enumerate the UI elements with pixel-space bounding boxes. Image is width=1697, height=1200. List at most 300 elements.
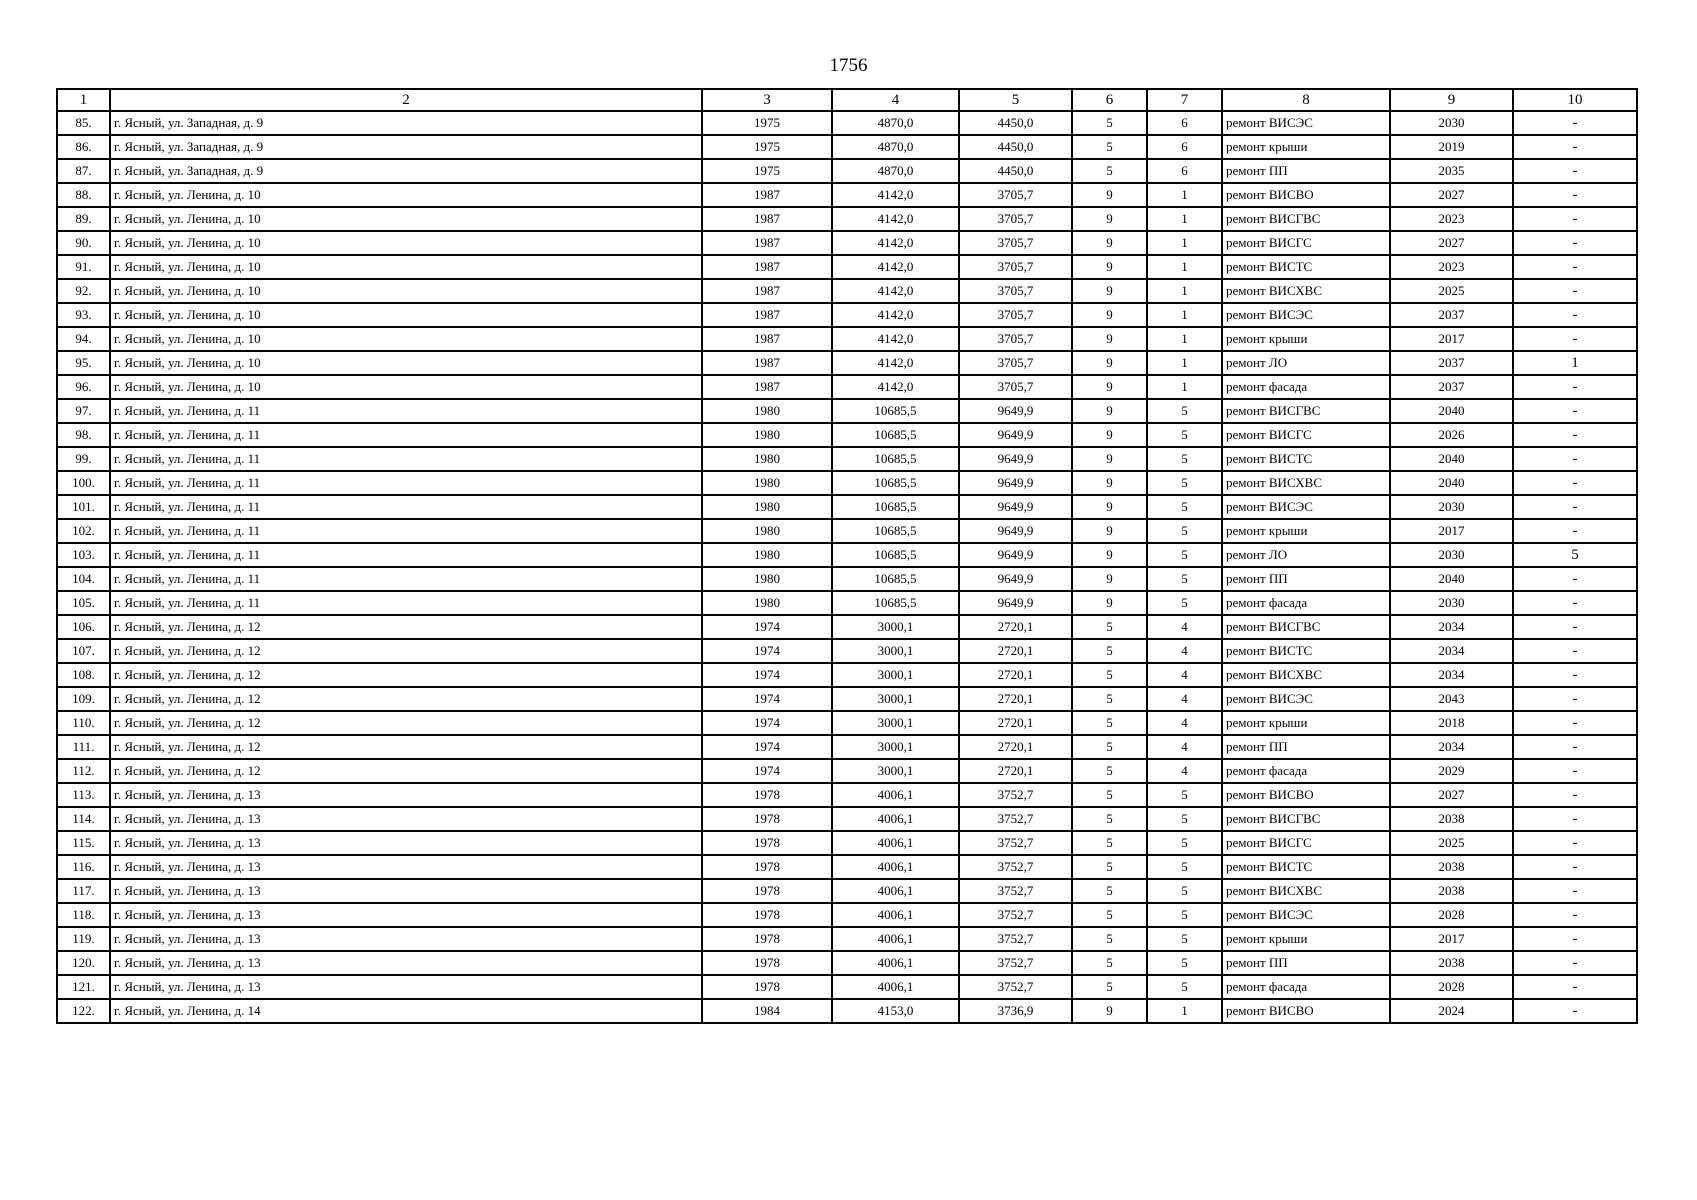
- address-cell: г. Ясный, ул. Ленина, д. 13: [110, 975, 702, 999]
- row-number-cell: 96.: [57, 375, 110, 399]
- work-type-cell: ремонт ПП: [1222, 951, 1390, 975]
- entrances-cell: 5: [1147, 567, 1222, 591]
- column-10-cell: -: [1513, 591, 1637, 615]
- planned-year-cell: 2034: [1390, 663, 1513, 687]
- year-built-cell: 1980: [702, 591, 832, 615]
- total-area-cell: 4006,1: [832, 951, 959, 975]
- address-cell: г. Ясный, ул. Ленина, д. 10: [110, 351, 702, 375]
- entrances-cell: 5: [1147, 399, 1222, 423]
- planned-year-cell: 2018: [1390, 711, 1513, 735]
- entrances-cell: 5: [1147, 975, 1222, 999]
- planned-year-cell: 2038: [1390, 951, 1513, 975]
- table-row: [57, 903, 1637, 927]
- address-cell: г. Ясный, ул. Ленина, д. 12: [110, 639, 702, 663]
- living-area-cell: 2720,1: [959, 615, 1072, 639]
- table-row: [57, 639, 1637, 663]
- address-cell: г. Ясный, ул. Ленина, д. 11: [110, 591, 702, 615]
- work-type-cell: ремонт ВИСГВС: [1222, 807, 1390, 831]
- year-built-cell: 1974: [702, 735, 832, 759]
- row-number-cell: 106.: [57, 615, 110, 639]
- entrances-cell: 5: [1147, 831, 1222, 855]
- planned-year-cell: 2038: [1390, 855, 1513, 879]
- living-area-cell: 3752,7: [959, 831, 1072, 855]
- entrances-cell: 1: [1147, 351, 1222, 375]
- row-number-cell: 121.: [57, 975, 110, 999]
- year-built-cell: 1974: [702, 639, 832, 663]
- table-row: [57, 879, 1637, 903]
- year-built-cell: 1975: [702, 159, 832, 183]
- floors-cell: 9: [1072, 375, 1147, 399]
- living-area-cell: 9649,9: [959, 495, 1072, 519]
- total-area-cell: 10685,5: [832, 423, 959, 447]
- floors-cell: 5: [1072, 663, 1147, 687]
- column-header: 7: [1147, 89, 1222, 111]
- row-number-cell: 107.: [57, 639, 110, 663]
- floors-cell: 5: [1072, 111, 1147, 135]
- row-number-cell: 103.: [57, 543, 110, 567]
- entrances-cell: 5: [1147, 447, 1222, 471]
- total-area-cell: 3000,1: [832, 639, 959, 663]
- column-10-cell: -: [1513, 711, 1637, 735]
- row-number-cell: 111.: [57, 735, 110, 759]
- row-number-cell: 95.: [57, 351, 110, 375]
- column-10-cell: -: [1513, 207, 1637, 231]
- table-row: [57, 375, 1637, 399]
- table-row: [57, 615, 1637, 639]
- year-built-cell: 1980: [702, 399, 832, 423]
- column-10-cell: -: [1513, 327, 1637, 351]
- work-type-cell: ремонт ПП: [1222, 567, 1390, 591]
- table-row: [57, 111, 1637, 135]
- entrances-cell: 4: [1147, 639, 1222, 663]
- planned-year-cell: 2023: [1390, 207, 1513, 231]
- year-built-cell: 1974: [702, 687, 832, 711]
- entrances-cell: 5: [1147, 927, 1222, 951]
- table-row: [57, 759, 1637, 783]
- table-row: [57, 159, 1637, 183]
- work-type-cell: ремонт ВИСГВС: [1222, 615, 1390, 639]
- address-cell: г. Ясный, ул. Ленина, д. 11: [110, 543, 702, 567]
- table-row: [57, 927, 1637, 951]
- work-type-cell: ремонт ВИСВО: [1222, 183, 1390, 207]
- entrances-cell: 4: [1147, 711, 1222, 735]
- total-area-cell: 4006,1: [832, 855, 959, 879]
- living-area-cell: 2720,1: [959, 735, 1072, 759]
- planned-year-cell: 2030: [1390, 495, 1513, 519]
- work-type-cell: ремонт ПП: [1222, 735, 1390, 759]
- total-area-cell: 10685,5: [832, 567, 959, 591]
- living-area-cell: 3752,7: [959, 927, 1072, 951]
- row-number-cell: 122.: [57, 999, 110, 1023]
- work-type-cell: ремонт ВИСГС: [1222, 423, 1390, 447]
- column-header: 3: [702, 89, 832, 111]
- total-area-cell: 4006,1: [832, 783, 959, 807]
- year-built-cell: 1987: [702, 279, 832, 303]
- floors-cell: 5: [1072, 831, 1147, 855]
- total-area-cell: 4006,1: [832, 879, 959, 903]
- entrances-cell: 4: [1147, 663, 1222, 687]
- floors-cell: 5: [1072, 975, 1147, 999]
- planned-year-cell: 2030: [1390, 591, 1513, 615]
- entrances-cell: 1: [1147, 303, 1222, 327]
- living-area-cell: 3752,7: [959, 807, 1072, 831]
- work-type-cell: ремонт ВИСГС: [1222, 231, 1390, 255]
- floors-cell: 9: [1072, 447, 1147, 471]
- address-cell: г. Ясный, ул. Ленина, д. 12: [110, 663, 702, 687]
- floors-cell: 9: [1072, 471, 1147, 495]
- address-cell: г. Ясный, ул. Ленина, д. 13: [110, 855, 702, 879]
- floors-cell: 9: [1072, 567, 1147, 591]
- row-number-cell: 120.: [57, 951, 110, 975]
- floors-cell: 9: [1072, 543, 1147, 567]
- floors-cell: 5: [1072, 711, 1147, 735]
- table-row: [57, 663, 1637, 687]
- column-10-cell: -: [1513, 303, 1637, 327]
- entrances-cell: 1: [1147, 327, 1222, 351]
- entrances-cell: 5: [1147, 855, 1222, 879]
- row-number-cell: 116.: [57, 855, 110, 879]
- total-area-cell: 3000,1: [832, 615, 959, 639]
- row-number-cell: 88.: [57, 183, 110, 207]
- work-type-cell: ремонт фасада: [1222, 375, 1390, 399]
- year-built-cell: 1978: [702, 855, 832, 879]
- year-built-cell: 1978: [702, 903, 832, 927]
- address-cell: г. Ясный, ул. Ленина, д. 13: [110, 927, 702, 951]
- row-number-cell: 94.: [57, 327, 110, 351]
- work-type-cell: ремонт крыши: [1222, 519, 1390, 543]
- year-built-cell: 1987: [702, 303, 832, 327]
- planned-year-cell: 2024: [1390, 999, 1513, 1023]
- work-type-cell: ремонт ВИСЭС: [1222, 687, 1390, 711]
- row-number-cell: 110.: [57, 711, 110, 735]
- work-type-cell: ремонт крыши: [1222, 135, 1390, 159]
- living-area-cell: 3752,7: [959, 903, 1072, 927]
- column-10-cell: -: [1513, 255, 1637, 279]
- year-built-cell: 1980: [702, 567, 832, 591]
- year-built-cell: 1974: [702, 759, 832, 783]
- column-header: 6: [1072, 89, 1147, 111]
- table-row: [57, 351, 1637, 375]
- entrances-cell: 1: [1147, 183, 1222, 207]
- table-row: [57, 783, 1637, 807]
- planned-year-cell: 2023: [1390, 255, 1513, 279]
- year-built-cell: 1978: [702, 783, 832, 807]
- row-number-cell: 109.: [57, 687, 110, 711]
- total-area-cell: 4870,0: [832, 159, 959, 183]
- floors-cell: 9: [1072, 591, 1147, 615]
- floors-cell: 5: [1072, 615, 1147, 639]
- living-area-cell: 3752,7: [959, 975, 1072, 999]
- address-cell: г. Ясный, ул. Ленина, д. 10: [110, 327, 702, 351]
- address-cell: г. Ясный, ул. Западная, д. 9: [110, 135, 702, 159]
- table-row: [57, 543, 1637, 567]
- address-cell: г. Ясный, ул. Ленина, д. 12: [110, 687, 702, 711]
- entrances-cell: 1: [1147, 999, 1222, 1023]
- entrances-cell: 1: [1147, 375, 1222, 399]
- floors-cell: 5: [1072, 855, 1147, 879]
- entrances-cell: 4: [1147, 735, 1222, 759]
- address-cell: г. Ясный, ул. Ленина, д. 10: [110, 303, 702, 327]
- column-10-cell: -: [1513, 519, 1637, 543]
- living-area-cell: 9649,9: [959, 591, 1072, 615]
- living-area-cell: 9649,9: [959, 567, 1072, 591]
- year-built-cell: 1980: [702, 543, 832, 567]
- entrances-cell: 5: [1147, 783, 1222, 807]
- work-type-cell: ремонт ПП: [1222, 159, 1390, 183]
- address-cell: г. Ясный, ул. Ленина, д. 12: [110, 735, 702, 759]
- living-area-cell: 2720,1: [959, 639, 1072, 663]
- planned-year-cell: 2029: [1390, 759, 1513, 783]
- row-number-cell: 117.: [57, 879, 110, 903]
- table-row: [57, 975, 1637, 999]
- column-10-cell: -: [1513, 231, 1637, 255]
- work-type-cell: ремонт фасада: [1222, 591, 1390, 615]
- address-cell: г. Ясный, ул. Ленина, д. 10: [110, 183, 702, 207]
- living-area-cell: 3705,7: [959, 279, 1072, 303]
- year-built-cell: 1987: [702, 327, 832, 351]
- table-row: [57, 471, 1637, 495]
- floors-cell: 5: [1072, 879, 1147, 903]
- entrances-cell: 4: [1147, 759, 1222, 783]
- work-type-cell: ремонт ВИСХВС: [1222, 879, 1390, 903]
- table-row: [57, 183, 1637, 207]
- living-area-cell: 3705,7: [959, 351, 1072, 375]
- year-built-cell: 1974: [702, 711, 832, 735]
- table-header-row: [57, 89, 1637, 111]
- planned-year-cell: 2035: [1390, 159, 1513, 183]
- year-built-cell: 1978: [702, 831, 832, 855]
- work-type-cell: ремонт крыши: [1222, 927, 1390, 951]
- year-built-cell: 1980: [702, 447, 832, 471]
- row-number-cell: 86.: [57, 135, 110, 159]
- floors-cell: 5: [1072, 135, 1147, 159]
- year-built-cell: 1980: [702, 495, 832, 519]
- work-type-cell: ремонт фасада: [1222, 975, 1390, 999]
- year-built-cell: 1975: [702, 111, 832, 135]
- floors-cell: 9: [1072, 399, 1147, 423]
- entrances-cell: 6: [1147, 135, 1222, 159]
- table-row: [57, 447, 1637, 471]
- work-type-cell: ремонт ВИСХВС: [1222, 279, 1390, 303]
- address-cell: г. Ясный, ул. Ленина, д. 10: [110, 375, 702, 399]
- total-area-cell: 3000,1: [832, 687, 959, 711]
- address-cell: г. Ясный, ул. Ленина, д. 10: [110, 207, 702, 231]
- address-cell: г. Ясный, ул. Ленина, д. 13: [110, 951, 702, 975]
- total-area-cell: 4142,0: [832, 375, 959, 399]
- address-cell: г. Ясный, ул. Ленина, д. 12: [110, 711, 702, 735]
- entrances-cell: 5: [1147, 879, 1222, 903]
- work-type-cell: ремонт ВИСТС: [1222, 855, 1390, 879]
- total-area-cell: 10685,5: [832, 471, 959, 495]
- floors-cell: 5: [1072, 807, 1147, 831]
- row-number-cell: 118.: [57, 903, 110, 927]
- work-type-cell: ремонт ЛО: [1222, 351, 1390, 375]
- planned-year-cell: 2017: [1390, 327, 1513, 351]
- column-10-cell: -: [1513, 831, 1637, 855]
- year-built-cell: 1987: [702, 183, 832, 207]
- work-type-cell: ремонт ВИСТС: [1222, 447, 1390, 471]
- column-header: 5: [959, 89, 1072, 111]
- table-row: [57, 735, 1637, 759]
- table-row: [57, 303, 1637, 327]
- planned-year-cell: 2038: [1390, 807, 1513, 831]
- work-type-cell: ремонт ВИСХВС: [1222, 471, 1390, 495]
- total-area-cell: 4142,0: [832, 231, 959, 255]
- planned-year-cell: 2017: [1390, 519, 1513, 543]
- planned-year-cell: 2037: [1390, 375, 1513, 399]
- row-number-cell: 97.: [57, 399, 110, 423]
- total-area-cell: 4006,1: [832, 807, 959, 831]
- address-cell: г. Ясный, ул. Ленина, д. 11: [110, 471, 702, 495]
- row-number-cell: 119.: [57, 927, 110, 951]
- entrances-cell: 1: [1147, 279, 1222, 303]
- table-row: [57, 687, 1637, 711]
- address-cell: г. Ясный, ул. Западная, д. 9: [110, 159, 702, 183]
- total-area-cell: 4006,1: [832, 975, 959, 999]
- row-number-cell: 105.: [57, 591, 110, 615]
- year-built-cell: 1978: [702, 879, 832, 903]
- floors-cell: 5: [1072, 687, 1147, 711]
- floors-cell: 5: [1072, 639, 1147, 663]
- living-area-cell: 4450,0: [959, 111, 1072, 135]
- planned-year-cell: 2037: [1390, 303, 1513, 327]
- year-built-cell: 1987: [702, 231, 832, 255]
- total-area-cell: 10685,5: [832, 591, 959, 615]
- column-10-cell: -: [1513, 159, 1637, 183]
- row-number-cell: 115.: [57, 831, 110, 855]
- table-row: [57, 591, 1637, 615]
- planned-year-cell: 2034: [1390, 615, 1513, 639]
- work-type-cell: ремонт ВИСГВС: [1222, 207, 1390, 231]
- floors-cell: 5: [1072, 159, 1147, 183]
- column-header: 9: [1390, 89, 1513, 111]
- floors-cell: 9: [1072, 519, 1147, 543]
- year-built-cell: 1984: [702, 999, 832, 1023]
- column-10-cell: -: [1513, 639, 1637, 663]
- work-type-cell: ремонт ВИСТС: [1222, 639, 1390, 663]
- column-10-cell: -: [1513, 135, 1637, 159]
- row-number-cell: 98.: [57, 423, 110, 447]
- entrances-cell: 5: [1147, 495, 1222, 519]
- address-cell: г. Ясный, ул. Ленина, д. 11: [110, 447, 702, 471]
- year-built-cell: 1987: [702, 207, 832, 231]
- table-row: [57, 255, 1637, 279]
- living-area-cell: 3705,7: [959, 255, 1072, 279]
- work-type-cell: ремонт ВИСЭС: [1222, 111, 1390, 135]
- floors-cell: 9: [1072, 423, 1147, 447]
- column-10-cell: -: [1513, 495, 1637, 519]
- planned-year-cell: 2027: [1390, 231, 1513, 255]
- table-row: [57, 207, 1637, 231]
- column-10-cell: -: [1513, 855, 1637, 879]
- entrances-cell: 5: [1147, 591, 1222, 615]
- entrances-cell: 5: [1147, 903, 1222, 927]
- floors-cell: 9: [1072, 327, 1147, 351]
- address-cell: г. Ясный, ул. Ленина, д. 13: [110, 807, 702, 831]
- living-area-cell: 9649,9: [959, 471, 1072, 495]
- work-type-cell: ремонт ВИСВО: [1222, 999, 1390, 1023]
- table-row: [57, 855, 1637, 879]
- planned-year-cell: 2027: [1390, 783, 1513, 807]
- address-cell: г. Ясный, ул. Ленина, д. 13: [110, 903, 702, 927]
- entrances-cell: 1: [1147, 231, 1222, 255]
- living-area-cell: 3705,7: [959, 231, 1072, 255]
- address-cell: г. Ясный, ул. Ленина, д. 14: [110, 999, 702, 1023]
- entrances-cell: 5: [1147, 423, 1222, 447]
- column-10-cell: -: [1513, 951, 1637, 975]
- total-area-cell: 3000,1: [832, 759, 959, 783]
- total-area-cell: 4142,0: [832, 279, 959, 303]
- address-cell: г. Ясный, ул. Ленина, д. 11: [110, 519, 702, 543]
- column-10-cell: -: [1513, 999, 1637, 1023]
- row-number-cell: 85.: [57, 111, 110, 135]
- address-cell: г. Ясный, ул. Ленина, д. 10: [110, 279, 702, 303]
- floors-cell: 5: [1072, 759, 1147, 783]
- work-type-cell: ремонт ВИСГВС: [1222, 399, 1390, 423]
- total-area-cell: 4870,0: [832, 135, 959, 159]
- total-area-cell: 4006,1: [832, 831, 959, 855]
- address-cell: г. Ясный, ул. Ленина, д. 13: [110, 879, 702, 903]
- column-10-cell: -: [1513, 471, 1637, 495]
- year-built-cell: 1974: [702, 615, 832, 639]
- column-header: 2: [110, 89, 702, 111]
- address-cell: г. Ясный, ул. Ленина, д. 10: [110, 255, 702, 279]
- entrances-cell: 1: [1147, 207, 1222, 231]
- total-area-cell: 4142,0: [832, 255, 959, 279]
- entrances-cell: 5: [1147, 807, 1222, 831]
- table-row: [57, 327, 1637, 351]
- floors-cell: 5: [1072, 783, 1147, 807]
- entrances-cell: 5: [1147, 471, 1222, 495]
- living-area-cell: 9649,9: [959, 543, 1072, 567]
- row-number-cell: 114.: [57, 807, 110, 831]
- living-area-cell: 3752,7: [959, 879, 1072, 903]
- total-area-cell: 4142,0: [832, 327, 959, 351]
- column-10-cell: -: [1513, 183, 1637, 207]
- floors-cell: 9: [1072, 999, 1147, 1023]
- column-10-cell: -: [1513, 879, 1637, 903]
- total-area-cell: 10685,5: [832, 519, 959, 543]
- planned-year-cell: 2038: [1390, 879, 1513, 903]
- floors-cell: 9: [1072, 495, 1147, 519]
- living-area-cell: 3705,7: [959, 183, 1072, 207]
- year-built-cell: 1978: [702, 807, 832, 831]
- entrances-cell: 5: [1147, 951, 1222, 975]
- total-area-cell: 3000,1: [832, 663, 959, 687]
- year-built-cell: 1987: [702, 375, 832, 399]
- work-type-cell: ремонт ВИСЭС: [1222, 303, 1390, 327]
- total-area-cell: 4870,0: [832, 111, 959, 135]
- floors-cell: 5: [1072, 927, 1147, 951]
- column-10-cell: -: [1513, 615, 1637, 639]
- year-built-cell: 1975: [702, 135, 832, 159]
- column-10-cell: -: [1513, 783, 1637, 807]
- planned-year-cell: 2043: [1390, 687, 1513, 711]
- table-row: [57, 279, 1637, 303]
- entrances-cell: 6: [1147, 159, 1222, 183]
- living-area-cell: 3736,9: [959, 999, 1072, 1023]
- planned-year-cell: 2040: [1390, 447, 1513, 471]
- planned-year-cell: 2040: [1390, 471, 1513, 495]
- column-header: 1: [57, 89, 110, 111]
- total-area-cell: 10685,5: [832, 447, 959, 471]
- living-area-cell: 2720,1: [959, 687, 1072, 711]
- floors-cell: 5: [1072, 903, 1147, 927]
- planned-year-cell: 2034: [1390, 639, 1513, 663]
- planned-year-cell: 2037: [1390, 351, 1513, 375]
- floors-cell: 9: [1072, 207, 1147, 231]
- living-area-cell: 2720,1: [959, 711, 1072, 735]
